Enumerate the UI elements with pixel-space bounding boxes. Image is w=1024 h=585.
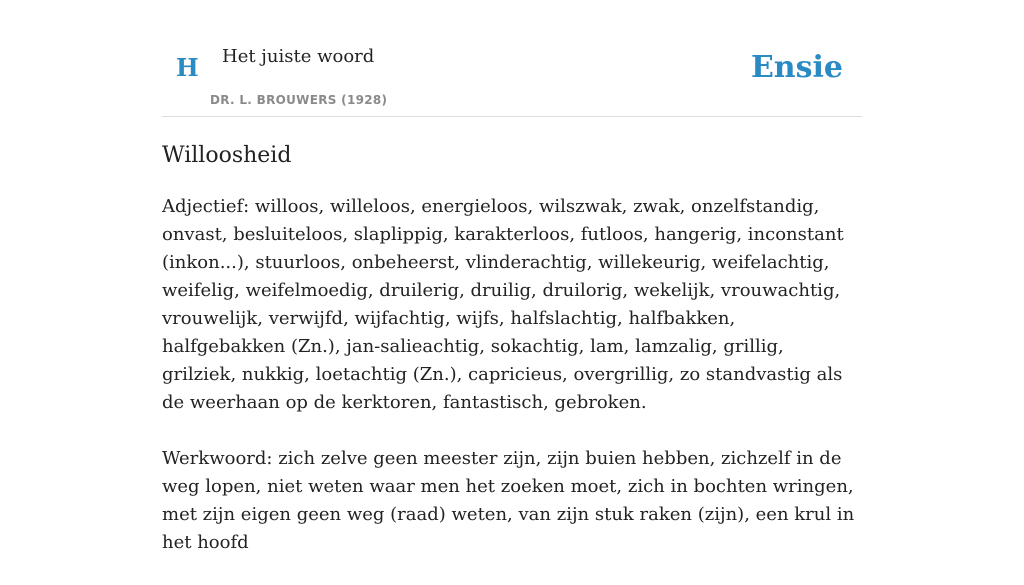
book-logo[interactable]: H <box>176 53 199 82</box>
entry-title: Willoosheid <box>162 143 292 168</box>
book-author: DR. L. BROUWERS (1928) <box>210 93 388 107</box>
brand-logo-link[interactable]: Ensie <box>750 50 843 85</box>
header <box>162 0 862 117</box>
entry-paragraph-adjectief: Adjectief: willoos, willeloos, energieloos, wilszwak, zwak, onzelfstandig, onvast, besluiteloos, slaplippig, karakterloos, futloos, hangerig, inconstant (inkon...), stuurloos, onbeheerst, vlinderachtig, willekeurig, weifelachtig, weifelig, weifelmoedig, druilerig, druilig, druilorig, wekelijk, vrouwachtig, vrouwelijk, verwijfd, wijfachtig, wijfs, halfslachtig, halfbakken, halfgebakken (Zn.), jan-salieachtig, sokachtig, lam, lamzalig, grillig, grilziek, nukkig, loetachtig (Zn.), capricieus, overgrillig, zo standvastig als de weerhaan op de kerktoren, fantastisch, gebroken. <box>162 196 844 413</box>
page <box>162 0 862 585</box>
book-title[interactable]: Het juiste woord <box>222 46 375 67</box>
entry-paragraph-werkwoord: Werkwoord: zich zelve geen meester zijn, zijn buien hebben, zichzelf in de weg lopen, niet weten waar men het zoeken moet, zich in bochten wringen, met zijn eigen geen weg (raad) weten, van zijn stuk raken (zijn), een krul in het hoofd <box>162 448 855 553</box>
entry-body <box>162 193 862 557</box>
